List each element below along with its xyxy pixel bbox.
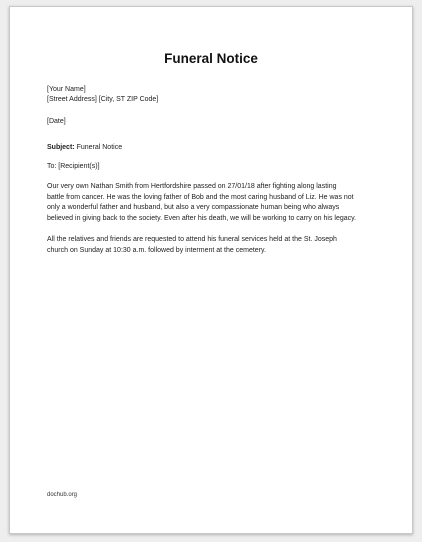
paragraph-line: church on Sunday at 10:30 a.m. followed by interment at the cemetery. [47,246,266,254]
paragraph-line: battle from cancer. He was the loving father of Bob and the most caring husband of Liz. He was not [47,193,354,201]
date-line: [Date] [47,118,66,125]
document-title: Funeral Notice [164,51,258,66]
body-paragraph-1 [47,182,389,224]
subject-label: Subject: [47,144,75,151]
paragraph-line: only a wonderful father and husband, but also a very compassionate human being who always [47,204,340,211]
subject-value: Funeral Notice [74,144,123,151]
recipient-line: To: [Recipient(s)] [47,163,100,170]
body-paragraph-2 [47,235,389,256]
document-page [9,6,413,534]
paragraph-line: All the relatives and friends are requested to attend his funeral services held at the St. Joseph [47,236,337,243]
paragraph-line: Our very own Nathan Smith from Hertfordshire passed on 27/01/18 after fighting along lasting [47,183,337,190]
paragraph-line: believed in giving back to the society. Even after his death, we will be working to carry on his legacy. [47,214,357,222]
footer-source: dochub.org [47,492,78,498]
sender-name: [Your Name] [47,86,86,93]
sender-address: [Street Address] [City, ST ZIP Code] [47,96,159,103]
subject-line [47,143,122,153]
